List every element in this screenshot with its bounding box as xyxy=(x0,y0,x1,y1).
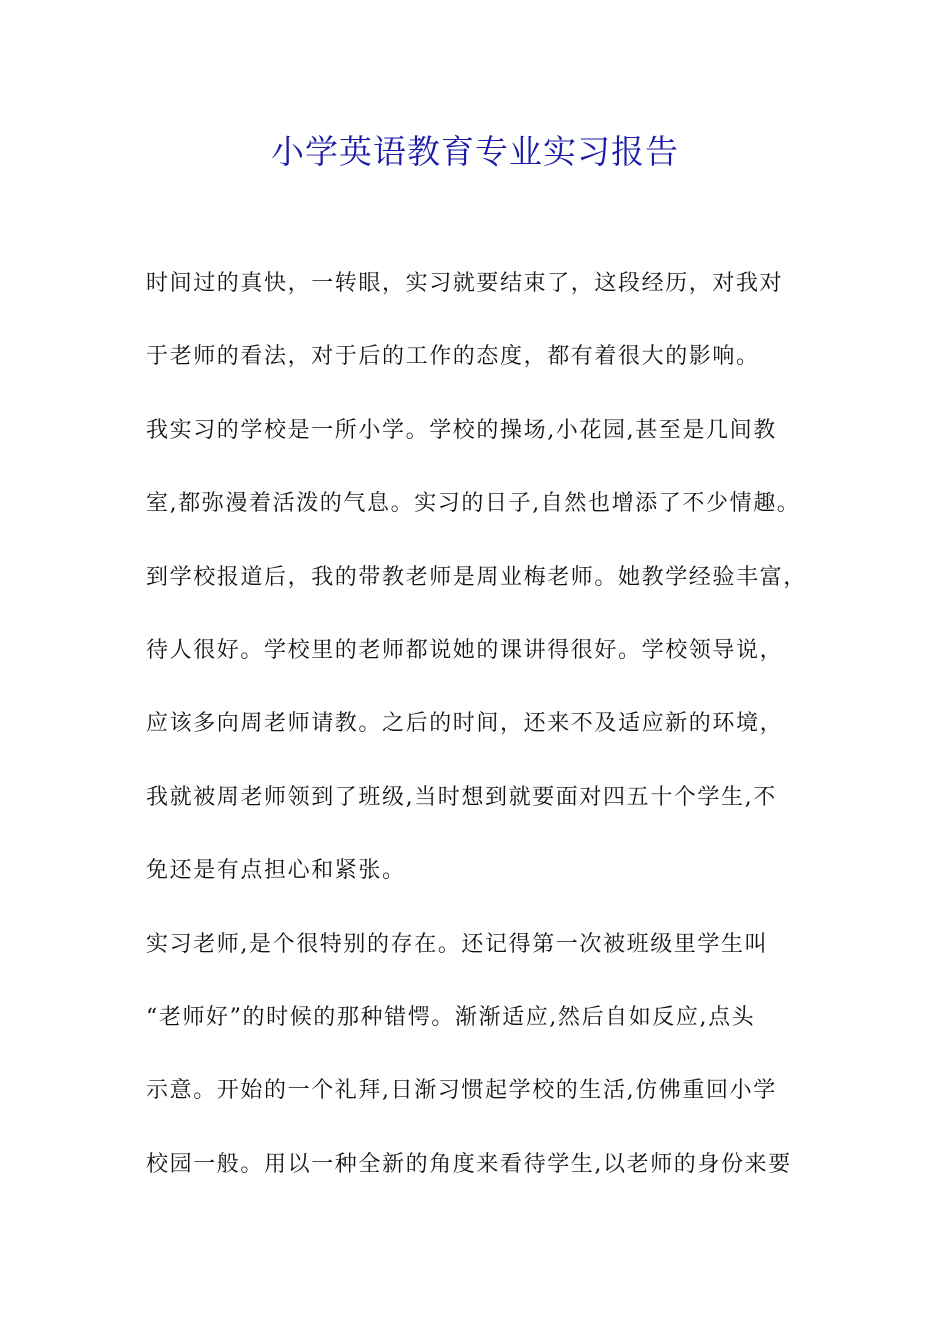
text-line: 实习老师,是个很特别的存在。还记得第一次被班级里学生叫 xyxy=(146,931,769,957)
text-line: 于老师的看法，对于后的工作的态度，都有着很大的影响。 xyxy=(146,344,760,370)
document-title: 小学英语教育专业实习报告 xyxy=(271,132,679,171)
text-line: 我实习的学校是一所小学。学校的操场,小花园,甚至是几间教 xyxy=(146,417,777,443)
document-body xyxy=(146,262,810,1216)
text-line: 待人很好。学校里的老师都说她的课讲得很好。学校领导说， xyxy=(146,637,784,663)
text-line: 校园一般。用以一种全新的角度来看待学生,以老师的身份来要 xyxy=(146,1151,792,1177)
text-line: 到学校报道后，我的带教老师是周业梅老师。她教学经验丰富， xyxy=(146,564,807,590)
text-line: 我就被周老师领到了班级,当时想到就要面对四五十个学生,不 xyxy=(146,784,777,810)
text-line: “老师好”的时候的那种错愕。渐渐适应,然后自如反应,点头 xyxy=(146,1004,756,1030)
text-line: 时间过的真快，一转眼，实习就要结束了，这段经历，对我对 xyxy=(146,271,784,296)
text-line: 室,都弥漫着活泼的气息。实习的日子,自然也增添了不少情趣。 xyxy=(146,491,801,517)
text-line: 示意。开始的一个礼拜,日渐习惯起学校的生活,仿佛重回小学 xyxy=(146,1078,777,1104)
text-line: 应该多向周老师请教。之后的时间，还来不及适应新的环境， xyxy=(146,711,784,737)
text-line: 免还是有点担心和紧张。 xyxy=(146,858,406,884)
